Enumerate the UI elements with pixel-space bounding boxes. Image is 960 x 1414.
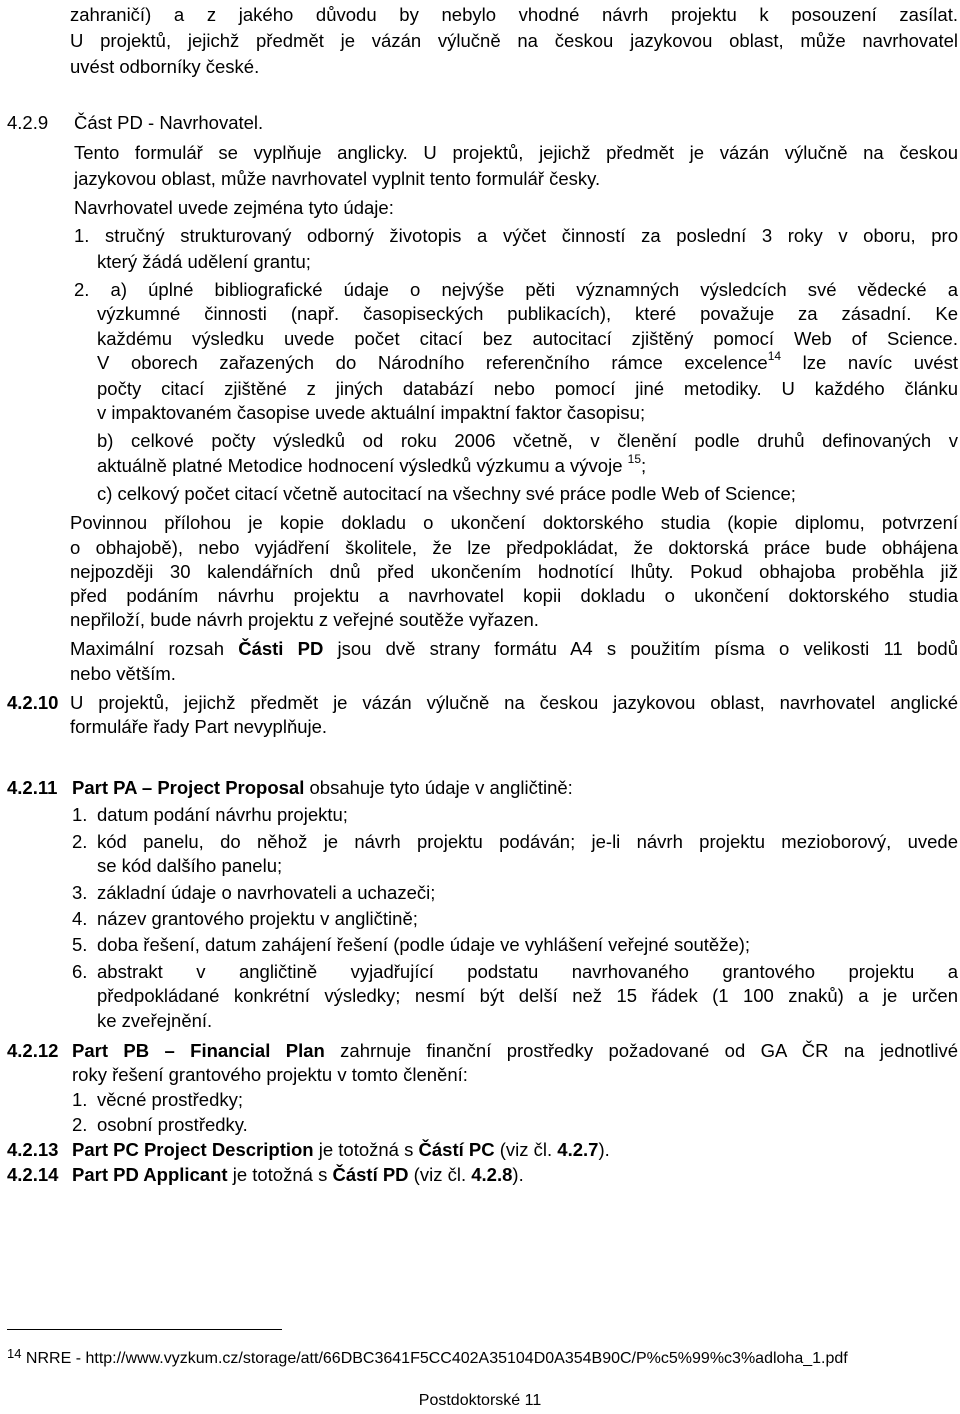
footnote-number: 14 xyxy=(7,1346,22,1361)
paragraph-line: nejpozději 30 kalendářních dnů před ukončením hodnotící lhůty. Pokud obhajoba proběhla již xyxy=(70,561,958,582)
footnote-ref: 14 xyxy=(767,349,782,363)
paragraph-line: Tento formulář se vyplňuje anglicky. U projektů, jejichž předmět je vázán výlučně na českou xyxy=(74,142,958,163)
paragraph-line: nepřiloží, bude návrh projektu z veřejné soutěže vyřazen. xyxy=(70,609,539,630)
paragraph-line: Povinnou přílohou je kopie dokladu o ukončení doktorského studia (kopie diplomu, potvrzení xyxy=(70,512,958,533)
list-number: 5. xyxy=(72,934,88,955)
list-item-continuation: který žádá udělení grantu; xyxy=(97,251,311,272)
section-number: 4.2.11 xyxy=(7,777,58,798)
text: U xyxy=(70,30,84,51)
text: ; xyxy=(641,455,647,476)
bold-text: Částí PD xyxy=(332,1164,409,1185)
list-item: 2. a) úplné bibliografické údaje o nejvýše pěti významných výsledcích své vědecké a xyxy=(74,279,958,300)
footnote-separator xyxy=(7,1329,282,1330)
list-item-continuation: b) celkové počty výsledků od roku 2006 včetně, v členění podle druhů definovaných v xyxy=(97,430,958,451)
list-item-continuation xyxy=(97,453,646,479)
bold-text: 4.2.7 xyxy=(557,1139,599,1160)
list-item: název grantového projektu v angličtině; xyxy=(97,908,418,929)
bold-text: Part PD Applicant xyxy=(72,1164,228,1185)
text: jsou dvě strany formátu A4 s použitím písma o velikosti 11 bodů xyxy=(323,638,959,659)
paragraph-line: U projektů, jejichž předmět je vázán výlučně na českou jazykovou oblast, navrhovatel anglické xyxy=(70,692,958,713)
paragraph-line: Navrhovatel uvede zejména tyto údaje: xyxy=(74,197,394,218)
paragraph-line: nebo větším. xyxy=(70,663,176,684)
page-footer: Postdoktorské 11 xyxy=(418,1392,542,1409)
bold-text: Part PA – Project Proposal xyxy=(72,777,305,798)
list-item: kód panelu, do něhož je návrh projektu podáván; je-li návrh projektu mezioborový, uvede xyxy=(97,831,958,852)
section-title xyxy=(72,1038,958,1064)
list-item-continuation: výzkumné činnosti (např. časopiseckých publikacích), které považuje za zásadní. Ke xyxy=(97,303,958,324)
paragraph-line xyxy=(72,1137,610,1163)
footnote xyxy=(7,1346,848,1372)
bold-text: Part PC Project Description xyxy=(72,1139,314,1160)
list-number: 1. xyxy=(72,1089,88,1110)
bold-text: Part PB – Financial Plan xyxy=(72,1040,325,1061)
section-number: 4.2.13 xyxy=(7,1139,59,1160)
list-item: 1. stručný strukturovaný odborný životopis a výčet činností za poslední 3 roky v oboru, pro xyxy=(74,225,958,246)
text: V oborech zařazených do Národního referenčního rámce excelence xyxy=(97,352,768,373)
list-number: 2. xyxy=(72,1114,88,1135)
text: (viz čl. xyxy=(408,1164,472,1185)
text: ). xyxy=(512,1164,524,1185)
section-title xyxy=(72,775,573,801)
list-item: datum podání návrhu projektu; xyxy=(97,804,348,825)
paragraph-line: zahraničí) a z jakého důvodu by nebylo vhodné návrh projektu k posouzení zasílat. xyxy=(70,4,958,25)
footnote-text: NRRE - http://www.vyzkum.cz/storage/att/66DBC3641F5CC402A35104D0A354B90C/P%c5%99%c3%adloha_1.pdf xyxy=(25,1350,848,1367)
paragraph-line: formuláře řady Part nevyplňuje. xyxy=(70,716,328,737)
list-item: věcné prostředky; xyxy=(97,1089,244,1110)
bold-text: Části PD xyxy=(238,638,324,659)
text: (viz čl. xyxy=(494,1139,558,1160)
section-title: Část PD - Navrhovatel. xyxy=(74,112,264,133)
paragraph-line xyxy=(72,1162,524,1188)
list-item-continuation: v impaktovaném časopise uvede aktuální impaktní faktor časopisu; xyxy=(97,402,646,423)
section-number: 4.2.14 xyxy=(7,1164,59,1185)
paragraph-line: roky řešení grantového projektu v tomto členění: xyxy=(72,1064,468,1085)
text: zahrnuje finanční prostředky požadované od GA ČR na jednotlivé xyxy=(324,1040,958,1061)
bold-text: Částí PC xyxy=(418,1139,495,1160)
list-item-continuation: předpokládané konkrétní výsledky; nesmí být delší než 15 řádek (1 100 znaků) a je určen xyxy=(97,985,958,1006)
paragraph-line: uvést odborníky české. xyxy=(70,56,260,77)
list-number: 1. xyxy=(72,804,88,825)
paragraph-line: před podáním návrhu projektu a navrhovatel kopii dokladu o ukončení doktorského studia xyxy=(70,585,958,606)
paragraph-line xyxy=(70,28,958,54)
paragraph-line xyxy=(70,636,958,662)
list-item-continuation xyxy=(97,350,958,376)
text: je totožná s xyxy=(313,1139,419,1160)
bold-text: 4.2.8 xyxy=(471,1164,513,1185)
text: ). xyxy=(598,1139,610,1160)
list-number: 4. xyxy=(72,908,88,929)
list-number: 6. xyxy=(72,961,88,982)
list-item-continuation: se kód dalšího panelu; xyxy=(97,855,283,876)
list-number: 3. xyxy=(72,882,88,903)
list-item-continuation: počty citací zjištěné z jiných databází nebo pomocí jiné metodiky. U každého článku xyxy=(97,378,958,399)
footnote-ref: 15 xyxy=(627,452,641,466)
list-item: základní údaje o navrhovateli a uchazeči; xyxy=(97,882,436,903)
list-item-continuation: ke zveřejnění. xyxy=(97,1010,213,1031)
text: obsahuje tyto údaje v angličtině: xyxy=(304,777,573,798)
list-item: abstrakt v angličtině vyjadřující podstatu navrhovaného grantového projektu a xyxy=(97,961,958,982)
list-item: doba řešení, datum zahájení řešení (podle údaje ve vyhlášení veřejné soutěže); xyxy=(97,934,751,955)
text: aktuálně platné Metodice hodnocení výsledků výzkumu a vývoje xyxy=(97,455,628,476)
text: je totožná s xyxy=(227,1164,333,1185)
paragraph-line: jazykovou oblast, může navrhovatel vyplnit tento formulář česky. xyxy=(74,168,601,189)
list-item-continuation: každému výsledku uvede počet citací bez autocitací zjištěný pomocí Web of Science. xyxy=(97,328,958,349)
list-item: osobní prostředky. xyxy=(97,1114,248,1135)
section-number: 4.2.12 xyxy=(7,1040,59,1061)
list-number: 2. xyxy=(72,831,88,852)
text: Maximální rozsah xyxy=(70,638,239,659)
text: lze navíc uvést xyxy=(781,352,958,373)
section-number: 4.2.9 xyxy=(7,112,49,133)
list-item-continuation: c) celkový počet citací včetně autocitací na všechny své práce podle Web of Science; xyxy=(97,483,796,504)
text: projektů, jejichž předmět je vázán výlučně na českou jazykovou oblast, může navrhovatel xyxy=(100,30,959,51)
section-number: 4.2.10 xyxy=(7,692,59,713)
paragraph-line: o obhajobě), nebo vyjádření školitele, že lze předpokládat, že doktorská práce bude obhájena xyxy=(70,537,958,558)
